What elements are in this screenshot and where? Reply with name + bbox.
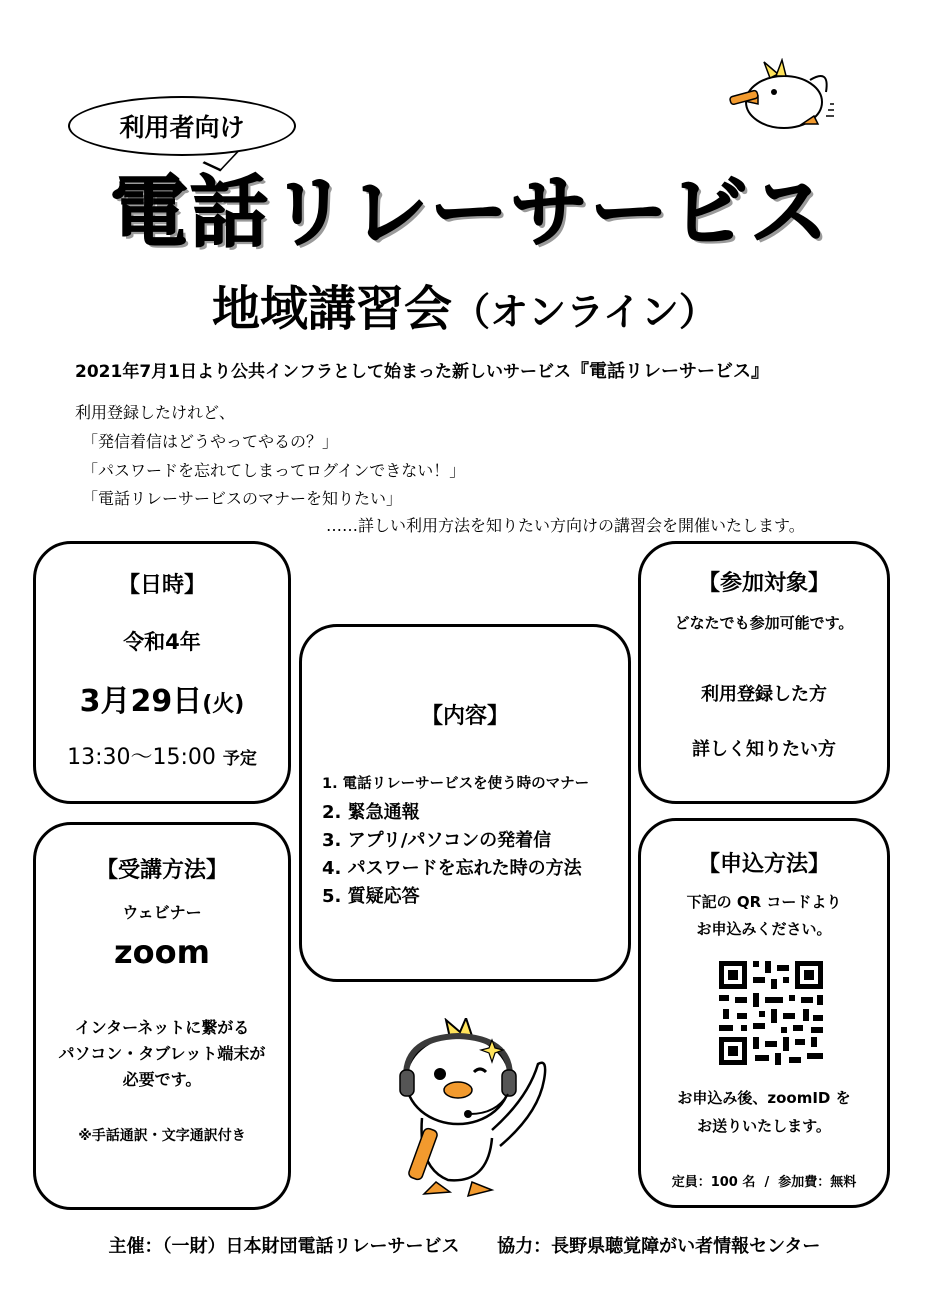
datetime-date: [36, 676, 288, 720]
apply-line4: お送りいたします。: [697, 1117, 831, 1135]
apply-box: [638, 818, 890, 1208]
intro-line1-emphasis: 『電話リレーサービス』: [570, 361, 769, 382]
audience-label: 利用者向け: [119, 113, 245, 142]
subtitle: [0, 270, 929, 339]
apply-separator: /: [764, 1175, 770, 1190]
target-line3: 詳しく知りたい方: [692, 739, 836, 760]
content-item-3: 3. アプリ/パソコンの発着信: [322, 830, 552, 851]
apply-line3: お申込み後、zoomID を: [677, 1089, 851, 1107]
method-line1: ウェビナー: [122, 903, 202, 922]
datetime-title: 【日時】: [117, 573, 206, 598]
datetime-time-value: 13:30〜15:00: [67, 745, 216, 770]
content-box: [299, 624, 631, 982]
intro-quote1: 「発信着信はどうやってやるの？」: [82, 432, 339, 451]
content-item-5: 5. 質疑応答: [322, 886, 420, 907]
datetime-time: [36, 740, 288, 771]
target-box: [638, 541, 890, 804]
footer: [0, 1232, 929, 1258]
intro-line1-prefix: 2021年7月1日より公共インフラとして始まった新しいサービス: [75, 362, 571, 382]
subtitle-main: 地域講習会: [212, 281, 453, 337]
bird-mascot-icon: [722, 58, 842, 138]
datetime-era-year: 令和4年: [123, 630, 201, 654]
apply-capacity: 定員：100 名: [671, 1175, 756, 1190]
apply-line2: お申込みください。: [696, 920, 832, 938]
intro-quote2: 「パスワードを忘れてしまってログインできない！」: [82, 461, 466, 480]
method-box: [33, 822, 291, 1210]
footer-cooperation: 協力：長野県聴覚障がい者情報センター: [497, 1236, 821, 1257]
bird-headset-mascot-icon: [388, 1018, 558, 1198]
content-item-1: 1. 電話リレーサービスを使う時のマナー: [322, 776, 590, 792]
intro-line2: 利用登録したけれど、: [75, 403, 236, 422]
intro-closing: ……詳しい利用方法を知りたい方向けの講習会を開催いたします。: [326, 516, 805, 535]
content-title: 【内容】: [420, 704, 509, 729]
datetime-time-note: 予定: [222, 749, 257, 769]
method-zoom: zoom: [114, 933, 210, 971]
apply-fees: [641, 1171, 887, 1190]
target-line1: どなたでも参加可能です。: [674, 614, 854, 632]
datetime-box: [33, 541, 291, 804]
method-line3: パソコン・タブレット端末が: [58, 1044, 266, 1063]
target-title: 【参加対象】: [697, 571, 830, 596]
subtitle-paren: （オンライン）: [452, 290, 717, 334]
main-title: 電話リレーサービス: [109, 168, 830, 258]
apply-line1: 下記の QR コードより: [686, 893, 842, 911]
footer-organizer: 主催：（一財）日本財団電話リレーサービス: [108, 1236, 460, 1257]
datetime-weekday: (火): [202, 692, 245, 717]
audience-bubble: [68, 96, 296, 156]
intro-line1: [75, 357, 769, 383]
content-item-4: 4. パスワードを忘れた時の方法: [322, 858, 582, 879]
datetime-date-value: 3月29日: [79, 684, 203, 719]
apply-title: 【申込方法】: [697, 852, 830, 877]
method-title: 【受講方法】: [95, 858, 228, 883]
intro-quote3: 「電話リレーサービスのマナーを知りたい」: [82, 489, 403, 508]
content-item-2: 2. 緊急通報: [322, 802, 420, 823]
qr-code-icon[interactable]: [715, 957, 827, 1069]
method-line4: 必要です。: [122, 1070, 202, 1089]
apply-fee: 参加費：無料: [778, 1175, 857, 1190]
method-note: ※手話通訳・文字通訳付き: [78, 1128, 246, 1144]
target-line2: 利用登録した方: [701, 684, 827, 705]
method-line2: インターネットに繋がる: [74, 1018, 250, 1037]
